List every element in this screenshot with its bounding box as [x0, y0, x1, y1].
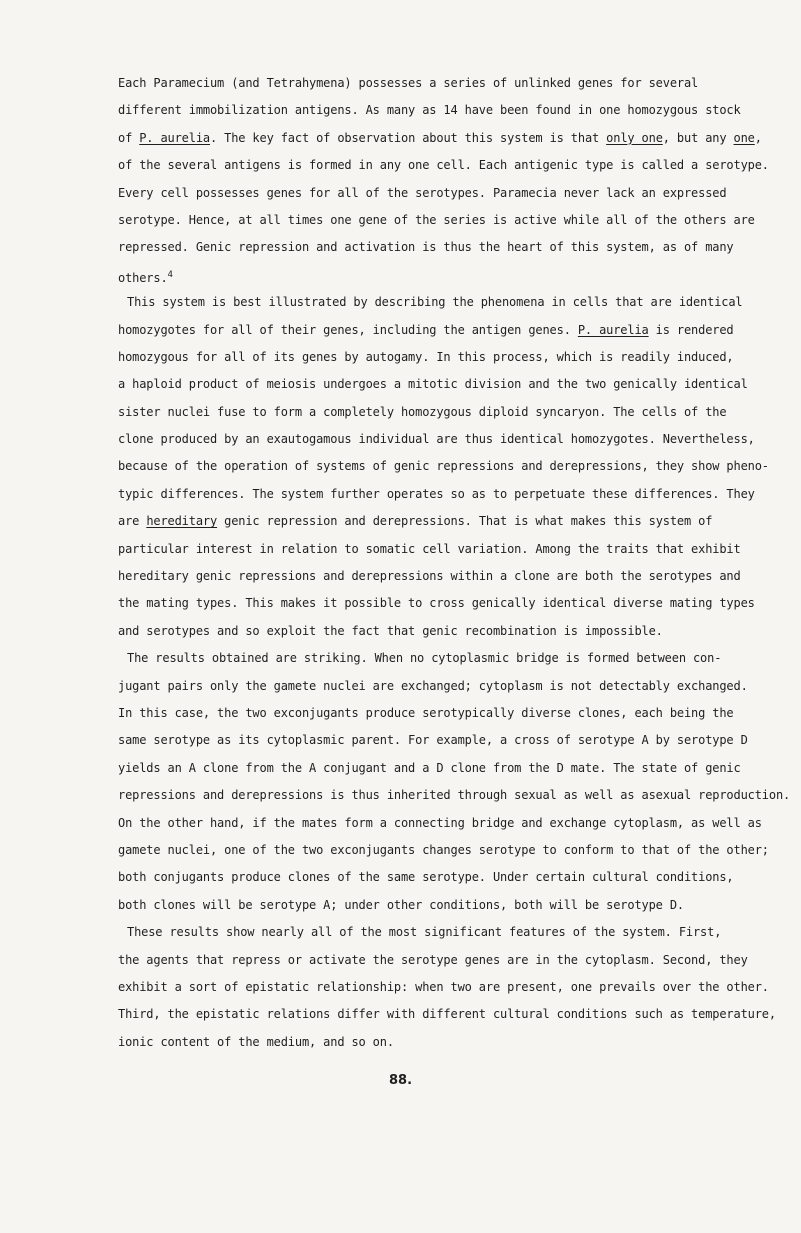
text-line — [118, 399, 758, 426]
text-segment: yields an A clone from the A conjugant and a D clone from the D mate. The state of genic — [118, 760, 741, 775]
text-segment: particular interest in relation to somatic cell variation. Among the traits that exhibit — [118, 541, 741, 556]
text-segment: are — [118, 514, 147, 529]
text-segment: ionic content of the medium, and so on. — [118, 1034, 394, 1049]
underlined-text: P. aurelia — [577, 322, 649, 337]
text-line — [118, 180, 758, 207]
text-line — [118, 97, 758, 124]
text-line — [118, 837, 769, 864]
underlined-text: only one — [606, 130, 663, 145]
text-line — [118, 673, 758, 700]
text-segment: and serotypes and so exploit the fact that genic recombination is impossible. — [118, 623, 663, 638]
text-line — [118, 974, 769, 1001]
text-segment: jugant pairs only the gamete nuclei are exchanged; cytoplasm is not detectably exchanged. — [118, 678, 748, 693]
text-segment: clone produced by an exautogamous individual are thus identical homozygotes. Nevertheless, — [118, 432, 755, 447]
text-line — [118, 426, 758, 453]
text-line — [118, 453, 769, 480]
text-line — [118, 947, 758, 974]
text-segment: the agents that repress or activate the serotype genes are in the cytoplasm. Second, they — [118, 952, 748, 967]
underlined-text: hereditary — [146, 514, 218, 529]
paragraph — [118, 645, 791, 919]
text-segment: Every cell possesses genes for all of the serotypes. Paramecia never lack an expressed — [118, 185, 727, 200]
text-segment: typic differences. The system further operates so as to perpetuate these differences. They — [118, 486, 755, 501]
text-line — [118, 618, 758, 645]
text-segment: because of the operation of systems of genic repressions and derepressions, they show pheno- — [118, 459, 769, 474]
text-segment: sister nuclei fuse to form a completely homozygous diploid syncaryon. The cells of the — [118, 404, 727, 419]
text-line — [118, 262, 758, 289]
text-line — [118, 70, 758, 97]
page-number: 88. — [388, 1073, 413, 1088]
text-line — [118, 590, 758, 617]
text-line — [118, 536, 758, 563]
text-segment: Each Paramecium (and Tetrahymena) possesses a series of unlinked genes for several — [118, 76, 699, 90]
paragraph — [118, 289, 769, 645]
text-line — [118, 645, 758, 672]
text-line — [118, 892, 758, 919]
text-segment: repressed. Genic repression and activation is thus the heart of this system, as of many — [118, 240, 734, 255]
text-line — [118, 207, 758, 234]
text-segment: both conjugants produce clones of the same serotype. Under certain cultural conditions, — [118, 870, 734, 885]
text-segment: of the several antigens is formed in any one cell. Each antigenic type is called a serotype. — [118, 158, 769, 173]
text-segment: different immobilization antigens. As many as 14 have been found in one homozygous stock — [118, 103, 741, 118]
text-segment: , — [754, 130, 762, 145]
text-segment: exhibit a sort of epistatic relationship: when two are present, one prevails over the other. — [118, 979, 769, 994]
text-line — [118, 481, 758, 508]
paragraph — [118, 70, 769, 289]
text-line — [118, 234, 758, 261]
footnote-marker: 4 — [167, 269, 173, 280]
text-segment: genic repression and derepressions. That is what makes this system of — [217, 514, 713, 529]
text-segment: both clones will be serotype A; under other conditions, both will be serotype D. — [118, 897, 684, 912]
text-line — [118, 371, 758, 398]
text-line — [118, 344, 758, 371]
text-segment: In this case, the two exconjugants produce serotypically diverse clones, each being the — [118, 705, 734, 720]
text-segment: Third, the epistatic relations differ with different cultural conditions such as temperature, — [118, 1007, 776, 1022]
text-line — [118, 1029, 758, 1056]
text-line — [118, 864, 758, 891]
text-segment: On the other hand, if the mates form a connecting bridge and exchange cytoplasm, as well as — [118, 815, 762, 830]
text-segment: repressions and derepressions is thus inherited through sexual as well as asexual reproduction. — [118, 788, 791, 803]
body-text — [118, 70, 791, 1056]
text-segment: hereditary genic repressions and derepressions within a clone are both the serotypes and — [118, 569, 741, 584]
text-segment: same serotype as its cytoplasmic parent. For example, a cross of serotype A by serotype D — [118, 733, 748, 748]
text-segment: gamete nuclei, one of the two exconjugants changes serotype to conform to that of the other; — [118, 842, 769, 857]
text-segment: is rendered — [648, 322, 734, 337]
text-segment: serotype. Hence, at all times one gene of the series is active while all of the others are — [118, 212, 755, 227]
text-line — [118, 919, 758, 946]
text-line — [118, 125, 762, 152]
text-line — [118, 782, 791, 809]
text-segment: others. — [118, 270, 168, 285]
text-line — [118, 317, 758, 344]
text-segment: . The key fact of observation about this system is that — [209, 130, 607, 145]
text-segment: homozygous for all of its genes by autogamy. In this process, which is readily induced, — [118, 349, 734, 364]
underlined-text: one — [733, 130, 755, 145]
text-segment: The results obtained are striking. When no cytoplasmic bridge is formed between con- — [127, 651, 722, 666]
text-line — [118, 727, 758, 754]
text-line — [118, 289, 758, 316]
text-line — [118, 755, 758, 782]
text-line — [118, 508, 758, 535]
text-segment: homozygotes for all of their genes, including the antigen genes. — [118, 322, 578, 337]
underlined-text: P. aurelia — [139, 130, 210, 145]
text-line — [118, 1001, 776, 1028]
text-segment: , but any — [662, 130, 734, 145]
text-segment: a haploid product of meiosis undergoes a mitotic division and the two genically identical — [118, 377, 748, 392]
text-line — [118, 152, 769, 179]
text-segment: This system is best illustrated by describing the phenomena in cells that are identical — [127, 295, 743, 310]
text-line — [118, 563, 758, 590]
text-line — [118, 700, 758, 727]
text-segment: of — [118, 130, 140, 145]
text-line — [118, 810, 762, 837]
paragraph — [118, 919, 776, 1056]
text-segment: These results show nearly all of the most significant features of the system. First, — [127, 925, 722, 940]
text-segment: the mating types. This makes it possible to cross genically identical diverse mating types — [118, 596, 755, 611]
